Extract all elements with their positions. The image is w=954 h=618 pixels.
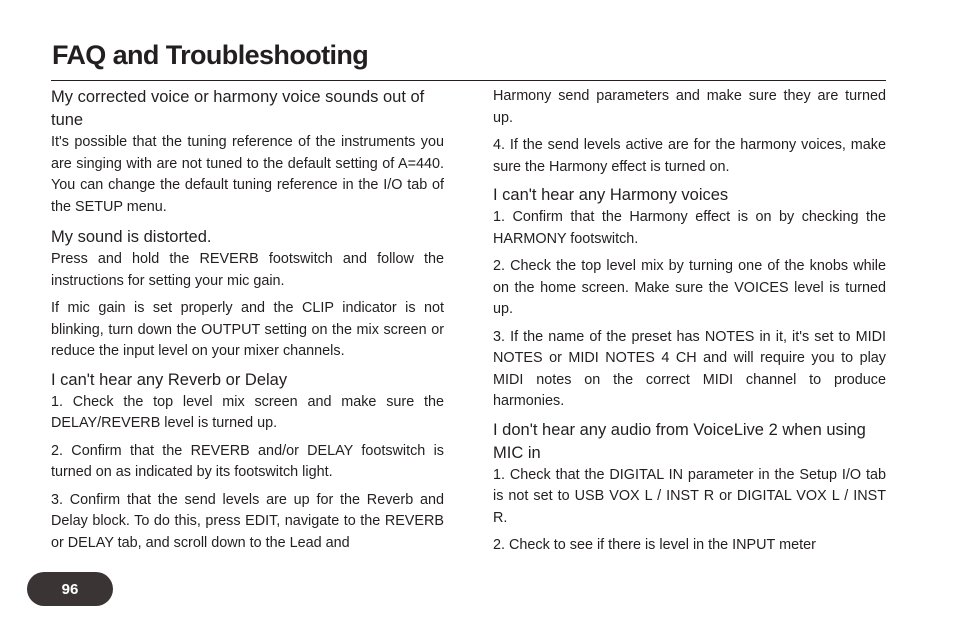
list-item: 1. Confirm that the Harmony effect is on by checking the HARMONY footswitch.	[493, 209, 886, 247]
faq-section-continued	[493, 86, 886, 178]
section-heading: I can't hear any Reverb or Delay	[51, 370, 288, 389]
list-item: 1. Check that the DIGITAL IN parameter in the Setup I/O tab is not set to USB VOX L / INST R or DIGITAL VOX L / INST R.	[493, 466, 886, 526]
section-heading: My corrected voice or harmony voice sounds out of tune	[51, 88, 425, 129]
faq-section-out-of-tune	[51, 86, 444, 218]
section-heading: I can't hear any Harmony voices	[493, 186, 729, 204]
paragraph: Harmony send parameters and make sure they are turned up.	[493, 88, 886, 126]
page-title: FAQ and Troubleshooting	[52, 40, 369, 70]
faq-section-distorted	[51, 226, 444, 363]
paragraph: Press and hold the REVERB footswitch and follow the instructions for setting your mic gain.	[51, 251, 444, 289]
list-item: 3. Confirm that the send levels are up for the Reverb and Delay block. To do this, press EDIT, navigate to the REVERB or DELAY tab, and scroll down to the Lead and	[51, 491, 444, 551]
list-item: 2. Confirm that the REVERB and/or DELAY footswitch is turned on as indicated by its footswitch light.	[51, 442, 444, 480]
faq-section-no-audio-mic	[493, 419, 886, 557]
list-item: 4. If the send levels active are for the harmony voices, make sure the Harmony effect is turned on.	[493, 137, 886, 175]
faq-section-no-reverb-delay	[51, 369, 444, 555]
paragraph: It's possible that the tuning reference of the instruments you are singing with are not tuned to the default setting of A=440. You can change the default tuning reference in the I/O tab of the SETUP menu.	[51, 134, 444, 215]
title-divider	[51, 80, 886, 81]
list-item: 2. Check to see if there is level in the INPUT meter	[493, 537, 816, 553]
page-number: 96	[61, 580, 79, 598]
right-column	[493, 86, 886, 563]
page-number-badge	[27, 572, 113, 606]
left-column	[51, 86, 444, 560]
list-item: 2. Check the top level mix by turning one of the knobs while on the home screen. Make sure the VOICES level is turned up.	[493, 258, 886, 317]
list-item: 1. Check the top level mix screen and make sure the DELAY/REVERB level is turned up.	[51, 393, 444, 431]
section-heading: I don't hear any audio from VoiceLive 2 when using MIC in	[493, 420, 866, 462]
list-item: 3. If the name of the preset has NOTES in it, it's set to MIDI NOTES or MIDI NOTES 4 CH and will require you to play MIDI notes on the correct MIDI channel to produce harmonies.	[493, 328, 886, 409]
section-heading: My sound is distorted.	[51, 228, 212, 246]
faq-section-no-harmony	[493, 184, 886, 413]
paragraph: If mic gain is set properly and the CLIP indicator is not blinking, turn down the OUTPUT setting on the mix screen or reduce the input level on your mixer channels.	[51, 300, 444, 359]
